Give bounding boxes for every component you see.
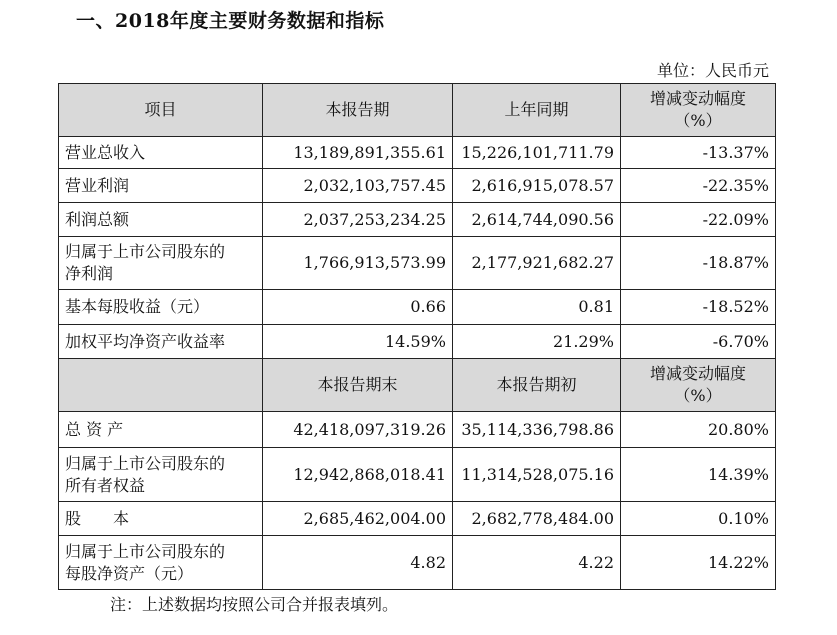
row-label: 营业利润 bbox=[59, 169, 263, 203]
row-label-line2: 所有者权益 bbox=[65, 475, 146, 495]
table-row bbox=[59, 169, 776, 203]
prior-value: 0.81 bbox=[453, 290, 621, 325]
table-row bbox=[59, 290, 776, 325]
header-period-end: 本报告期末 bbox=[263, 359, 453, 412]
change-value: -18.87% bbox=[621, 237, 776, 290]
header-change bbox=[621, 84, 776, 137]
current-value: 0.66 bbox=[263, 290, 453, 325]
header-change bbox=[621, 359, 776, 412]
current-value: 2,037,253,234.25 bbox=[263, 203, 453, 237]
prior-value: 4.22 bbox=[453, 536, 621, 590]
header-blank bbox=[59, 359, 263, 412]
prior-value: 21.29% bbox=[453, 325, 621, 359]
header-change-unit: （%） bbox=[674, 111, 722, 130]
current-value: 1,766,913,573.99 bbox=[263, 237, 453, 290]
prior-value: 35,114,336,798.86 bbox=[453, 412, 621, 448]
row-label: 利润总额 bbox=[59, 203, 263, 237]
financial-data-table bbox=[58, 83, 776, 590]
row-label: 营业总收入 bbox=[59, 137, 263, 169]
change-value: -18.52% bbox=[621, 290, 776, 325]
change-value: -22.35% bbox=[621, 169, 776, 203]
table-footnote: 注：上述数据均按照公司合并报表填列。 bbox=[110, 595, 399, 614]
table-row bbox=[59, 448, 776, 502]
table-row bbox=[59, 137, 776, 169]
change-value: 14.22% bbox=[621, 536, 776, 590]
table-row bbox=[59, 502, 776, 536]
table-row bbox=[59, 325, 776, 359]
current-value: 13,189,891,355.61 bbox=[263, 137, 453, 169]
prior-value: 2,177,921,682.27 bbox=[453, 237, 621, 290]
change-value: -13.37% bbox=[621, 137, 776, 169]
prior-value: 15,226,101,711.79 bbox=[453, 137, 621, 169]
row-label-line1: 归属于上市公司股东的 bbox=[65, 242, 226, 261]
table-header-row bbox=[59, 359, 776, 412]
prior-value: 2,616,915,078.57 bbox=[453, 169, 621, 203]
row-label-line2: 每股净资产（元） bbox=[65, 563, 194, 583]
table-row bbox=[59, 203, 776, 237]
table-header-row bbox=[59, 84, 776, 137]
currency-unit: 单位：人民币元 bbox=[656, 61, 769, 80]
prior-value: 2,614,744,090.56 bbox=[453, 203, 621, 237]
prior-value: 2,682,778,484.00 bbox=[453, 502, 621, 536]
row-label-line1: 归属于上市公司股东的 bbox=[65, 453, 226, 473]
current-value: 2,032,103,757.45 bbox=[263, 169, 453, 203]
change-value: -22.09% bbox=[621, 203, 776, 237]
row-label: 股 本 bbox=[59, 502, 263, 536]
row-label bbox=[59, 536, 263, 590]
header-change-label: 增减变动幅度 bbox=[649, 364, 746, 383]
header-current-period: 本报告期 bbox=[263, 84, 453, 137]
row-label-line1: 归属于上市公司股东的 bbox=[65, 541, 226, 561]
section-title: 一、2018年度主要财务数据和指标 bbox=[76, 10, 385, 32]
prior-value: 11,314,528,075.16 bbox=[453, 448, 621, 502]
header-prior-period: 上年同期 bbox=[453, 84, 621, 137]
current-value: 2,685,462,004.00 bbox=[263, 502, 453, 536]
row-label-line2: 净利润 bbox=[65, 264, 114, 283]
table-row bbox=[59, 237, 776, 290]
change-value: 0.10% bbox=[621, 502, 776, 536]
current-value: 12,942,868,018.41 bbox=[263, 448, 453, 502]
row-label bbox=[59, 448, 263, 502]
change-value: 20.80% bbox=[621, 412, 776, 448]
row-label bbox=[59, 237, 263, 290]
table-row bbox=[59, 412, 776, 448]
current-value: 4.82 bbox=[263, 536, 453, 590]
change-value: 14.39% bbox=[621, 448, 776, 502]
current-value: 14.59% bbox=[263, 325, 453, 359]
change-value: -6.70% bbox=[621, 325, 776, 359]
current-value: 42,418,097,319.26 bbox=[263, 412, 453, 448]
header-period-start: 本报告期初 bbox=[453, 359, 621, 412]
header-item: 项目 bbox=[59, 84, 263, 137]
row-label: 基本每股收益（元） bbox=[59, 290, 263, 325]
row-label: 总 资 产 bbox=[59, 412, 263, 448]
table-row bbox=[59, 536, 776, 590]
header-change-unit: （%） bbox=[674, 386, 722, 405]
header-change-label: 增减变动幅度 bbox=[649, 89, 746, 108]
row-label: 加权平均净资产收益率 bbox=[59, 325, 263, 359]
